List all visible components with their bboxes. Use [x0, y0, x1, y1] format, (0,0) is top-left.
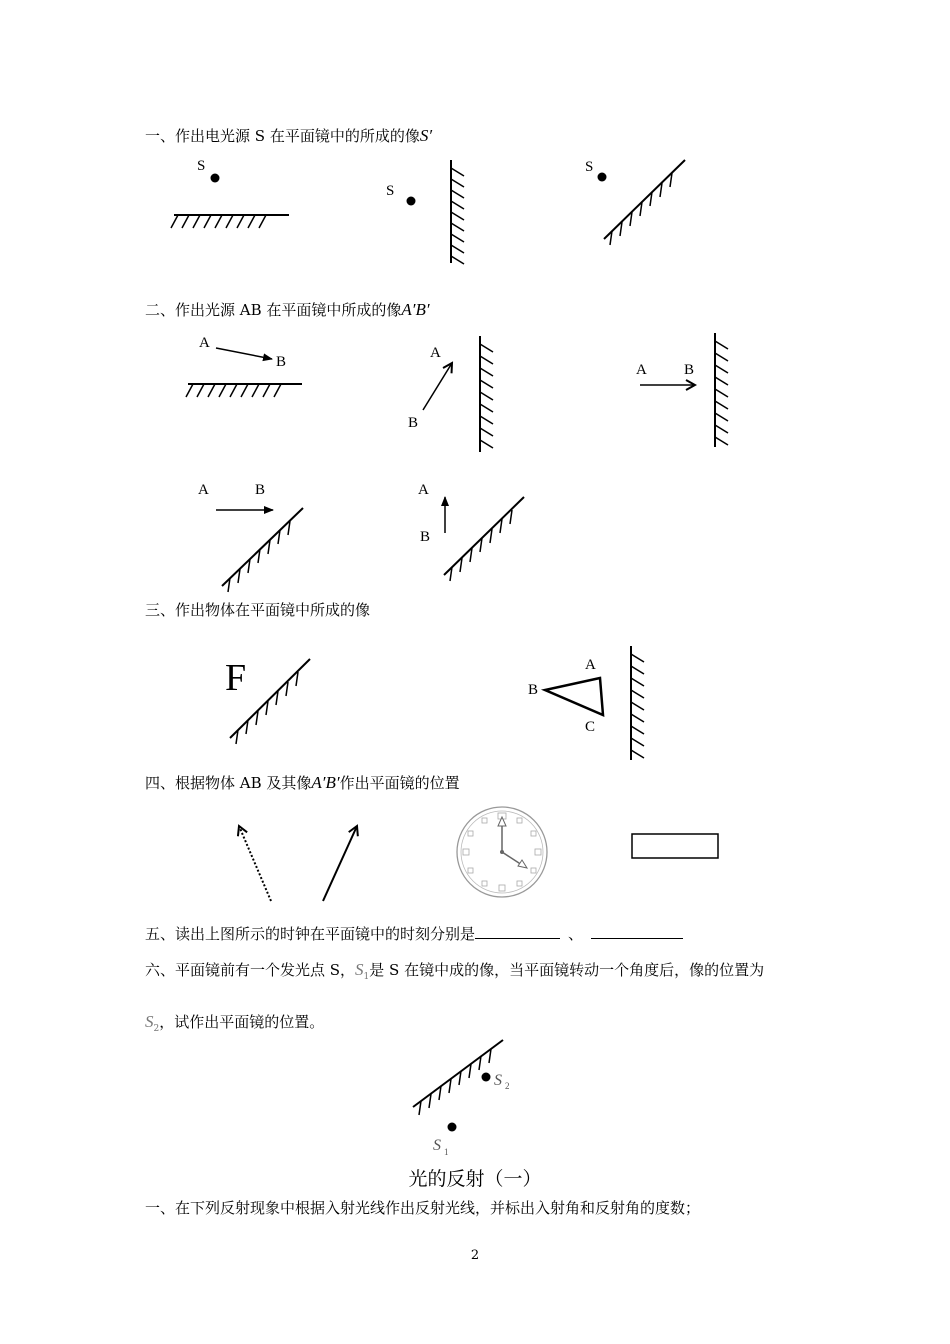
s2-subscript: 2: [153, 1024, 160, 1034]
horizontal-mirror: [186, 384, 302, 397]
clock-figure: [457, 807, 547, 897]
inclined-mirror: [604, 160, 685, 245]
label-a: A: [198, 482, 209, 498]
question-6-suffix: 是 S 在镜中成的像，当平面镜转动一个角度后，像的位置为: [369, 961, 765, 979]
q1-figure-2: [386, 160, 464, 264]
image-symbol-ab-prime: A′B′: [401, 300, 430, 319]
image-symbol-ab-prime-q4: A′B′: [311, 773, 340, 792]
label-s: S: [585, 159, 594, 175]
vertical-mirror: [480, 336, 493, 452]
question-6-line-2-text: ，试作出平面镜的位置。: [159, 1013, 325, 1031]
q2-figure-4: [198, 482, 303, 592]
q2-figure-3: [636, 333, 728, 447]
page-number: 2: [470, 1248, 480, 1263]
point-source-s: [598, 173, 607, 182]
question-6-prefix: 六、平面镜前有一个发光点 S，: [145, 961, 356, 979]
inclined-mirror: [222, 508, 303, 592]
object-arrow-ab: [423, 363, 452, 410]
point-source-s: [211, 174, 220, 183]
label-s2-sub: 2: [505, 1081, 510, 1091]
rectangle-object: [632, 834, 718, 858]
q2-figure-2: [408, 336, 493, 452]
q1-figure-3: [585, 159, 685, 245]
letter-f-object: F: [225, 657, 247, 699]
horizontal-mirror: [171, 215, 289, 228]
s1-symbol: S: [355, 960, 364, 979]
label-b: B: [684, 362, 695, 378]
question-4-suffix: 作出平面镜的位置: [339, 774, 460, 792]
triangle-abc: [545, 678, 603, 715]
point-s2: [482, 1073, 491, 1082]
label-a: A: [585, 657, 596, 673]
label-b: B: [528, 682, 539, 698]
vertical-mirror: [631, 646, 644, 760]
label-a: A: [636, 362, 647, 378]
object-arrow-solid: [323, 826, 357, 901]
label-b: B: [255, 482, 266, 498]
clock-center: [500, 850, 504, 854]
question-5-text: 五、读出上图所示的时钟在平面镜中的时刻分别是: [145, 925, 476, 943]
clock-hour-hand: [502, 852, 522, 865]
label-s1-sub: 1: [444, 1147, 449, 1157]
label-s1: S: [433, 1137, 441, 1154]
label-s2: S: [494, 1072, 502, 1089]
inclined-mirror: [444, 497, 524, 581]
vertical-mirror: [451, 160, 464, 264]
label-s: S: [197, 158, 206, 174]
label-s: S: [386, 183, 395, 199]
q3-figure-1: [225, 657, 310, 744]
point-s1: [448, 1123, 457, 1132]
q3-figure-2: [528, 646, 644, 760]
q2-figure-1: [186, 335, 302, 397]
question-4-prefix: 四、根据物体 AB 及其像: [145, 774, 312, 792]
image-symbol-s-prime: S′: [419, 126, 433, 145]
image-arrow-dotted: [239, 826, 271, 901]
s1-subscript: 1: [363, 972, 370, 982]
q6-figure: [413, 1040, 510, 1157]
question-1-text: 一、作出电光源 S 在平面镜中的所成的像: [145, 127, 420, 145]
question-3-text: 三、作出物体在平面镜中所成的像: [145, 601, 371, 619]
section-title: 光的反射（一）: [408, 1168, 542, 1190]
question-2-text: 二、作出光源 AB 在平面镜中所成的像: [145, 301, 402, 319]
label-b: B: [408, 415, 419, 431]
s2-symbol: S: [145, 1012, 154, 1031]
q4-object-and-image: [239, 826, 357, 901]
object-arrow-ab: [216, 348, 272, 359]
blank-separator: 、: [568, 925, 584, 943]
section-question-1-text: 一、在下列反射现象中根据入射光线作出反射光线，并标出入射角和反射角的度数；: [145, 1199, 701, 1217]
label-b: B: [420, 529, 431, 545]
q2-figure-5: [418, 482, 524, 581]
vertical-mirror: [715, 333, 728, 447]
label-a: A: [430, 345, 441, 361]
label-b: B: [276, 354, 287, 370]
label-a: A: [199, 335, 210, 351]
q1-figure-1: [171, 158, 289, 228]
label-c: C: [585, 719, 596, 735]
label-a: A: [418, 482, 429, 498]
clock-hour-hand-tip: [518, 860, 527, 868]
point-source-s: [407, 197, 416, 206]
